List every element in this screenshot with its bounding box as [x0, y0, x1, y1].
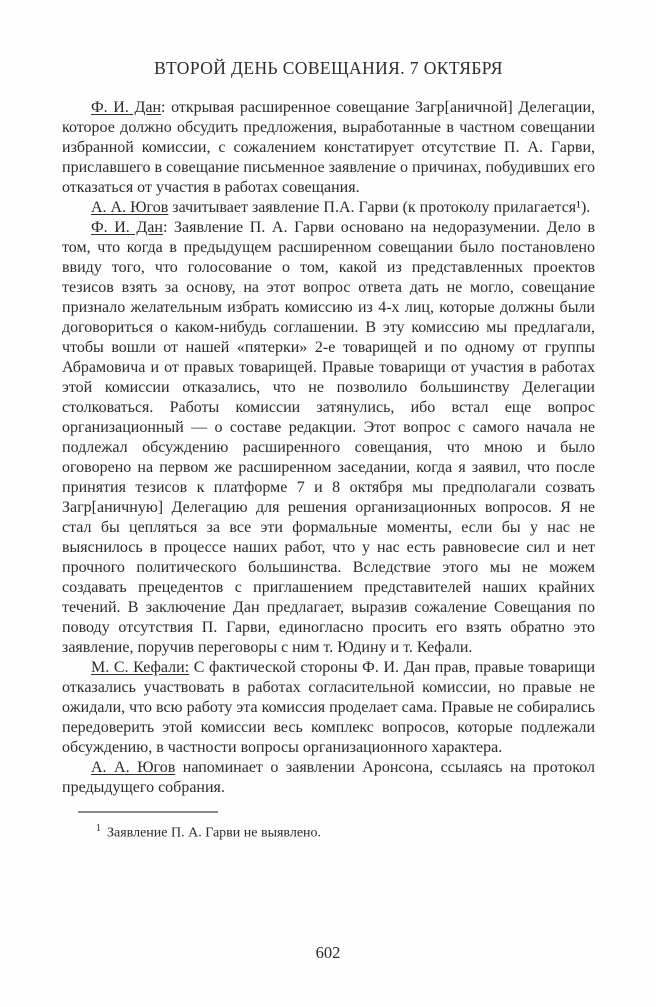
speaker-name: А. А. Югов [91, 199, 169, 216]
footnote-text: Заявление П. А. Гарви не выявлено. [107, 825, 322, 841]
footnote-separator [78, 811, 218, 813]
speaker-name: Ф. И. Дан [91, 219, 163, 236]
paragraph-4 [62, 658, 595, 758]
paragraph-text: : Заявление П. А. Гарви основано на недоразумении. Дело в том, что когда в предыдущем расширенном совещании было постановлено ввиду того, что голосование о том, какой из представленных проектов тезисов взять за основу, на этот вопрос ответа дать не могло, совещание признало желательным избрать комиссию из 4-х лиц, которые должны были договориться о каком-нибудь соглашении. В эту комиссию мы предлагали, чтобы вошли от нашей «пятерки» 2-е товарищей и по одному от группы Абрамовича и от правых товарищей. Правые товарищи от участия в работах этой комиссии отказались, что не позволило большинству Делегации столковаться. Работы комиссии затянулись, ибо встал еще вопрос организационный — о составе редакции. Этот вопрос с самого начала не подлежал обсуждению расширенного совещания, что мною и было оговорено на первом же расширенном заседании, когда я заявил, что после принятия тезисов к платформе 7 и 8 октября мы предполагали созвать Загр[аничную] Делегацию для решения организационных вопросов. Я не стал бы цепляться за все эти формальные моменты, если бы у нас не выяснилось в процессе наших работ, что у нас есть равновесие сил и нет прочного политического большинства. Вследствие этого мы не можем создавать прецедентов с приглашением представителей наших крайних течений. В заключение Дан предлагает, выразив сожаление Совещания по поводу отсутствия П. Гарви, единогласно просить его взять обратно это заявление, поручив переговоры с ним т. Юдину и т. Кефали. [62, 219, 596, 656]
footnote [62, 819, 595, 843]
speaker-name: М. С. Кефали: [91, 659, 190, 676]
page-body [62, 98, 595, 798]
footnote-marker: 1 [96, 823, 101, 834]
speaker-name: А. А. Югов [91, 759, 176, 776]
paragraph-text: зачитывает заявление П.А. Гарви (к протоколу прилагается¹). [168, 199, 591, 216]
paragraph-5 [62, 758, 595, 798]
page-number: 602 [315, 943, 341, 962]
paragraph-2 [62, 198, 595, 218]
paragraph-text: напоминает о заявлении Аронсона, ссылаясь на протокол предыдущего собрания. [62, 759, 595, 796]
speaker-name: Ф. И. Дан [91, 99, 162, 116]
paragraph-1 [62, 98, 595, 198]
paragraph-text: : открывая расширенное совещание Загр[аничной] Делегации, которое должно обсудить предложения, выработанные в частном совещании избранной комиссии, с сожалением констатирует отсутствие П. А. Гарви, приславшего в совещание письменное заявление о причинах, побудивших его отказаться от участия в работах совещания. [62, 99, 596, 196]
paragraph-3 [62, 218, 595, 658]
paragraph-text: С фактической стороны Ф. И. Дан прав, правые товарищи отказались участвовать в работах согласительной комиссии, но правые не ожидали, что всю работу эта комиссия проделает сама. Правые не собирались передоверить этой комиссии весь комплекс вопросов, которые подлежали обсуждению, в частности вопросы организационного характера. [62, 659, 596, 756]
page-title: ВТОРОЙ ДЕНЬ СОВЕЩАНИЯ. 7 ОКТЯБРЯ [154, 58, 503, 78]
